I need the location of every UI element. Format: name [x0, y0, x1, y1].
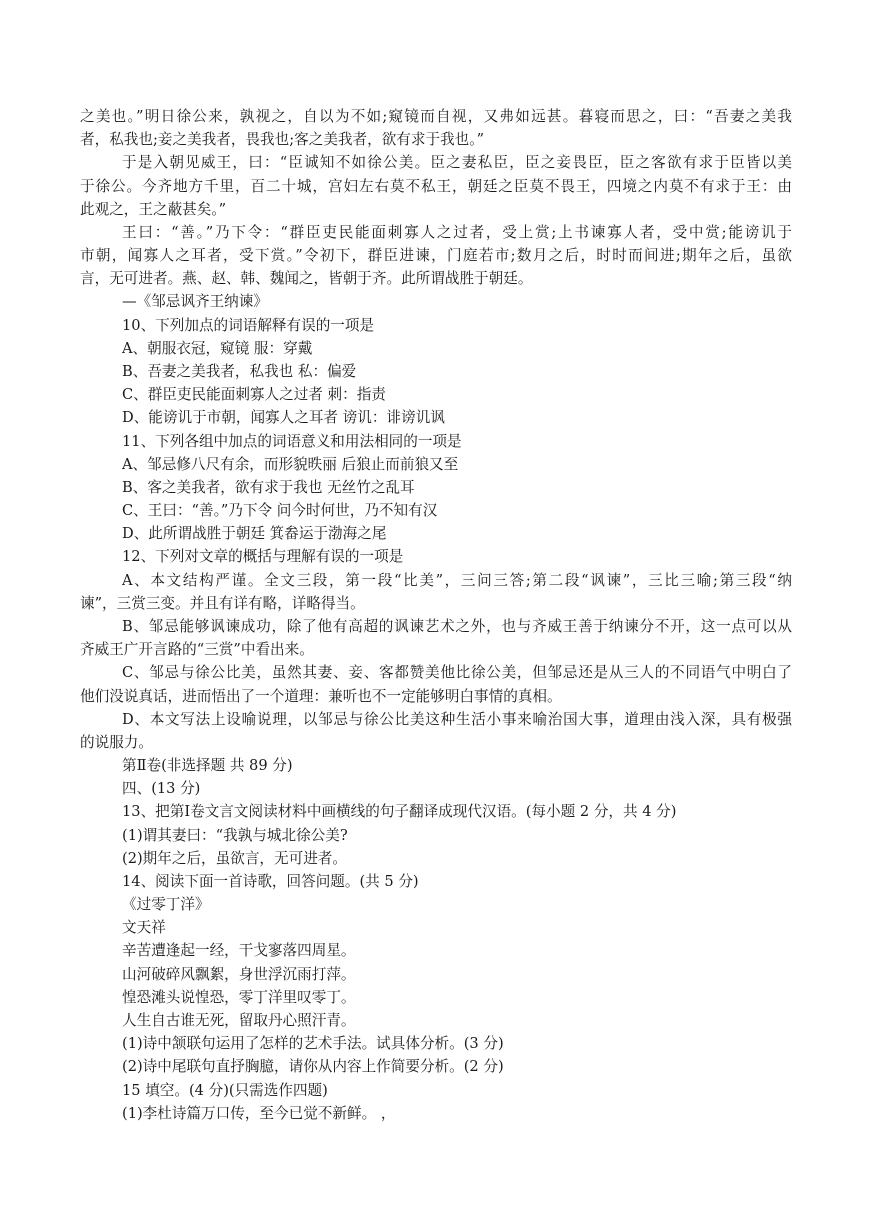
text-line: 此观之，王之蔽甚矣。” — [80, 200, 227, 218]
text-line: 于徐公。今齐地方千里，百二十城，宫妇左右莫不私王，朝廷之臣莫不畏王，四境之内莫不有求于王：由 — [80, 177, 792, 195]
text-line: C、邹忌与徐公比美，虽然其妻、妾、客都赞美他比徐公美，但邹忌还是从三人的不同语气中明白了 — [122, 664, 792, 682]
text-line: 言，无可进者。燕、赵、韩、魏闻之，皆朝于齐。此所谓战胜于朝廷。 — [80, 270, 533, 288]
text-line: 惶恐滩头说惶恐，零丁洋里叹零丁。 — [122, 988, 356, 1006]
text-line: 第Ⅱ卷(非选择题 共 89 分) — [122, 757, 293, 775]
text-line: D、能谤讥于市朝，闻寡人之耳者 谤讥：诽谤讥讽 — [122, 409, 445, 427]
text-line: (1)李杜诗篇万口传，至今已觉不新鲜。 ， — [122, 1104, 396, 1122]
text-line: A、邹忌修八尺有余，而形貌昳丽 后狼止而前狼又至 — [122, 455, 459, 473]
text-line: (1)谓其妻曰：“我孰与城北徐公美? — [122, 826, 348, 844]
text-line: (1)诗中颔联句运用了怎样的艺术手法。试具体分析。(3 分) — [122, 1035, 504, 1053]
text-line: 谏”，三赏三变。并且有详有略，详略得当。 — [80, 594, 365, 612]
text-line: 12、下列对文章的概括与理解有误的一项是 — [122, 548, 404, 566]
text-line: 他们没说真话，进而悟出了一个道理：兼听也不一定能够明白事情的真相。 — [80, 687, 562, 705]
text-line: 14、阅读下面一首诗歌，回答问题。(共 5 分) — [122, 872, 419, 890]
text-line: 山河破碎风飘絮，身世浮沉雨打萍。 — [122, 965, 356, 983]
text-line: 13、把第Ⅰ卷文言文阅读材料中画横线的句子翻译成现代汉语。(每小题 2 分，共 4 分) — [122, 803, 677, 821]
text-line: (2)诗中尾联句直抒胸臆，请你从内容上作简要分析。(2 分) — [122, 1058, 504, 1076]
text-line: 者，私我也;妾之美我者，畏我也;客之美我者，欲有求于我也。” — [80, 131, 485, 149]
text-line: 10、下列加点的词语解释有误的一项是 — [122, 316, 375, 334]
text-line: D、此所谓战胜于朝廷 箕畚运于渤海之尾 — [122, 525, 387, 543]
text-line: 人生自古谁无死，留取丹心照汗青。 — [122, 1012, 356, 1030]
text-line: 齐威王广开言路的“三赏”中看出来。 — [80, 641, 314, 659]
text-line: (2)期年之后，虽欲言，无可进者。 — [122, 849, 347, 867]
text-line: 《过零丁洋》 — [122, 896, 210, 914]
text-line: D、本文写法上设喻说理，以邹忌与徐公比美这种生活小事来喻治国大事，道理由浅入深，具有极强 — [122, 710, 792, 728]
text-line: C、王曰：“善。”乃下令 问今时何世，乃不知有汉 — [122, 502, 438, 520]
text-line: —《邹忌讽齐王纳谏》 — [122, 293, 268, 311]
text-line: A、朝服衣冠，窥镜 服：穿戴 — [122, 339, 313, 357]
text-line: 四、(13 分) — [122, 780, 201, 798]
text-line: B、吾妻之美我者，私我也 私：偏爱 — [122, 362, 357, 380]
text-line: 辛苦遭逢起一经，干戈寥落四周星。 — [122, 942, 356, 960]
text-line: 15 填空。(4 分)(只需选作四题) — [122, 1081, 328, 1099]
text-line: 之美也。”明日徐公来，孰视之，自以为不如;窥镜而自视，又弗如远甚。暮寝而思之，曰：“吾妻之美我 — [80, 108, 792, 125]
text-line: B、邹忌能够讽谏成功，除了他有高超的讽谏艺术之外，也与齐威王善于纳谏分不开，这一点可以从 — [122, 617, 792, 635]
text-line: 11、下列各组中加点的词语意义和用法相同的一项是 — [122, 432, 462, 450]
text-line: 王曰：“善。”乃下令：“群臣吏民能面刺寡人之过者，受上赏;上书谏寡人者，受中赏;能谤讥于 — [122, 223, 792, 241]
text-line: 的说服力。 — [80, 733, 153, 751]
text-line: C、群臣吏民能面刺寡人之过者 刺：指责 — [122, 386, 386, 404]
text-line: A、本文结构严谨。全文三段，第一段“比美”，三问三答;第二段“讽谏”，三比三喻;第三段“纳 — [122, 571, 792, 589]
text-line: 文天祥 — [122, 919, 166, 937]
text-line: 市朝，闻寡人之耳者，受下赏。”令初下，群臣进谏，门庭若市;数月之后，时时而间进;期年之后，虽欲 — [80, 247, 792, 265]
text-line: B、客之美我者，欲有求于我也 无丝竹之乱耳 — [122, 478, 415, 496]
text-line: 于是入朝见威王，曰：“臣诚知不如徐公美。臣之妻私臣，臣之妾畏臣，臣之客欲有求于臣皆以美 — [122, 154, 792, 172]
